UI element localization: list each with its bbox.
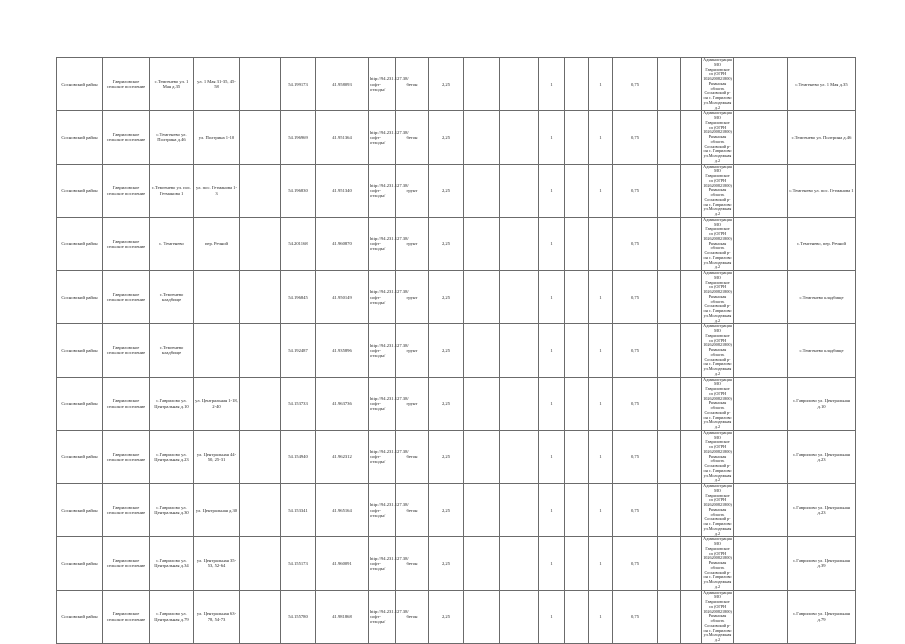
cell-latitude: 54.196845	[281, 271, 316, 324]
cell-latitude: 54.192487	[281, 324, 316, 377]
cell-address	[194, 324, 240, 377]
cell-blank-d	[565, 111, 589, 164]
cell-container-planned: 1	[589, 430, 613, 483]
cell-surface: бетон	[396, 58, 429, 111]
cell-district: Сосновский район	[57, 537, 103, 590]
cell-settlement: Гавриловское сельское поселение	[103, 484, 150, 537]
cell-owner-organization: Администрация МО Гавриловское сп (ОГРН 1026200821800) Рязанская область Сосновский р-он с. Гаврилово ул.Молодежная д.2	[703, 589, 732, 642]
cell-volume: 0,75	[613, 271, 658, 324]
cell-surface: грунт	[396, 164, 429, 217]
cell-map-link: http://94.231.127.38/софт-отходы/	[369, 537, 396, 590]
cell-longitude: 41.965164	[316, 484, 369, 537]
cell-container-count: 1	[539, 484, 565, 537]
cell-latitude: 54.155173	[281, 537, 316, 590]
cell-address: ул. Центральная д.30	[194, 484, 240, 537]
cell-owner-organization: Администрация МО Гавриловское сп (ОГРН 1026200821800) Рязанская область Сосновский р-он с. Гаврилово ул.Молодежная д.2	[703, 323, 732, 376]
cell-map-link: http://94.231.127.38/софт-отходы/	[369, 377, 396, 430]
cell-owner-organization: Администрация МО Гавриловское сп (ОГРН 1026200821800) Рязанская область Сосновский р-он с. Гаврилово ул.Молодежная д.2	[703, 429, 732, 483]
cell-volume: 0,75	[613, 590, 658, 643]
cell-container-planned: 1	[589, 377, 613, 430]
cell-blank-a	[240, 271, 281, 324]
cell-owner-organization: Администрация МО Гавриловское сп (ОГРН 1026200821800) Рязанская область Сосновский р-он с. Гаврилово ул.Молодежная д.2	[703, 163, 732, 216]
cell-container-count: 1	[539, 271, 565, 324]
cell-map-link: http://94.231.127.38/софт-отходы/	[369, 58, 396, 111]
cell-map-link: http://94.231.127.38/софт-отходы/	[369, 217, 396, 270]
cell-place: с.Темгенево ул. 1 Мая д.35	[150, 58, 194, 111]
cell-place: с.Гаврилово ул. Центральная д.79	[150, 590, 194, 643]
cell-longitude: 41.958093	[316, 58, 369, 111]
cell-latitude: 54.153341	[281, 484, 316, 537]
cell-blank-c	[500, 430, 539, 483]
cell-blank-e	[658, 111, 681, 164]
cell-blank-b	[464, 430, 500, 483]
cell-container-count: 1	[539, 111, 565, 164]
cell-place: с.Темгенево кладбище	[150, 271, 194, 324]
cell-surface: бетон	[396, 430, 429, 483]
cell-blank-d	[565, 377, 589, 430]
cell-blank-d	[565, 537, 589, 590]
cell-surface: грунт	[396, 324, 429, 377]
cell-blank-b	[464, 377, 500, 430]
cell-area: 2,25	[429, 484, 464, 537]
cell-map-link: http://94.231.127.38/софт-отходы/	[369, 590, 396, 643]
cell-map-link: http://94.231.127.38/софт-отходы/	[369, 430, 396, 483]
cell-blank-f	[681, 271, 702, 324]
table-row	[57, 217, 856, 270]
cell-container-planned	[589, 217, 613, 270]
cell-settlement: Гавриловское сельское поселение	[103, 58, 150, 111]
cell-settlement: Гавриловское сельское поселение	[103, 430, 150, 483]
cell-blank-g	[734, 377, 788, 430]
cell-owner-organization: Администрация МО Гавриловское сп (ОГРН 1026200821800) Рязанская область Сосновский р-он с. Гаврилово ул.Молодежная д.2	[703, 270, 732, 323]
cell-address: ул. Полтрина 1-10	[194, 111, 240, 164]
cell-blank-d	[565, 324, 589, 377]
cell-district: Сосновский район	[57, 430, 103, 483]
cell-blank-a	[240, 58, 281, 111]
cell-waste-source: с.Темгенево ул. пос. Гетманова 1	[788, 164, 856, 217]
cell-latitude: 54.199173	[281, 58, 316, 111]
cell-blank-f	[681, 377, 702, 430]
cell-blank-d	[565, 271, 589, 324]
cell-blank-e	[658, 590, 681, 643]
cell-waste-source: с.Гаврилово ул. Центральная д.23	[788, 484, 856, 537]
cell-district: Сосновский район	[57, 324, 103, 377]
cell-area: 2,25	[429, 537, 464, 590]
cell-latitude: 54.155780	[281, 590, 316, 643]
cell-waste-source: с.Темгенево, пер. Речной	[788, 217, 856, 270]
cell-blank-b	[464, 271, 500, 324]
cell-place: с.Гаврилово ул. Центральная д.30	[150, 484, 194, 537]
cell-address	[194, 271, 240, 324]
cell-blank-a	[240, 484, 281, 537]
cell-blank-g	[734, 271, 788, 324]
cell-container-planned: 1	[589, 484, 613, 537]
cell-map-link: http://94.231.127.38/софт-отходы/	[369, 484, 396, 537]
cell-blank-b	[464, 164, 500, 217]
cell-blank-c	[500, 111, 539, 164]
cell-district: Сосновский район	[57, 111, 103, 164]
cell-longitude: 41.935896	[316, 324, 369, 377]
cell-blank-a	[240, 111, 281, 164]
cell-blank-g	[734, 484, 788, 537]
cell-container-planned: 1	[589, 164, 613, 217]
cell-blank-a	[240, 217, 281, 270]
cell-container-count: 1	[539, 164, 565, 217]
cell-waste-source: с.Темгенево ул. 1 Мая д.35	[788, 58, 856, 111]
cell-longitude: 41.962312	[316, 430, 369, 483]
cell-address: ул. Центральная 1-18, 2-40	[194, 377, 240, 430]
cell-area: 2,25	[429, 58, 464, 111]
cell-blank-a	[240, 537, 281, 590]
cell-blank-b	[464, 537, 500, 590]
cell-blank-g	[734, 164, 788, 217]
cell-owner-organization: Администрация МО Гавриловское сп (ОГРН 1026200821800) Рязанская область Сосновский р-он с. Гаврилово ул.Молодежная д.2	[703, 536, 732, 589]
cell-longitude: 41.950149	[316, 271, 369, 324]
cell-blank-b	[464, 217, 500, 270]
cell-blank-d	[565, 58, 589, 111]
cell-blank-f	[681, 164, 702, 217]
cell-map-link: http://94.231.127.38/софт-отходы/	[369, 324, 396, 377]
cell-blank-e	[658, 377, 681, 430]
cell-settlement: Гавриловское сельское поселение	[103, 164, 150, 217]
cell-waste-source: с.Гаврилово ул. Центральная д.79	[788, 590, 856, 643]
table-row	[57, 484, 856, 537]
table-row	[57, 271, 856, 324]
table-row	[57, 377, 856, 430]
cell-blank-b	[464, 590, 500, 643]
cell-waste-source: с.Гаврилово ул. Центральная д.10	[788, 377, 856, 430]
cell-map-link: http://94.231.127.38/софт-отходы/	[369, 164, 396, 217]
cell-blank-e	[658, 484, 681, 537]
cell-blank-e	[658, 430, 681, 483]
cell-blank-e	[658, 217, 681, 270]
cell-blank-g	[734, 590, 788, 643]
cell-container-count: 1	[539, 537, 565, 590]
cell-blank-g	[734, 537, 788, 590]
table-row	[57, 164, 856, 217]
cell-blank-c	[500, 590, 539, 643]
cell-container-count: 1	[539, 217, 565, 270]
cell-blank-c	[500, 324, 539, 377]
cell-blank-a	[240, 430, 281, 483]
cell-latitude: 54.196969	[281, 111, 316, 164]
cell-surface: бетон	[396, 111, 429, 164]
cell-blank-a	[240, 377, 281, 430]
cell-blank-c	[500, 217, 539, 270]
table-body	[57, 58, 856, 644]
cell-volume: 0,75	[613, 430, 658, 483]
cell-blank-e	[658, 537, 681, 590]
cell-longitude: 41.981868	[316, 590, 369, 643]
cell-address: ул. Центральная 44-50, 25-31	[194, 430, 240, 483]
cell-container-planned: 1	[589, 111, 613, 164]
cell-longitude: 41.960091	[316, 537, 369, 590]
cell-volume: 0,75	[613, 58, 658, 111]
cell-address: ул. пос. Гетманова 1-3	[194, 164, 240, 217]
cell-latitude: 54.154940	[281, 430, 316, 483]
cell-container-count: 1	[539, 430, 565, 483]
cell-volume: 0,75	[613, 164, 658, 217]
cell-container-count: 1	[539, 324, 565, 377]
table-row	[57, 430, 856, 483]
cell-settlement: Гавриловское сельское поселение	[103, 271, 150, 324]
cell-blank-c	[500, 484, 539, 537]
cell-volume: 0,75	[613, 484, 658, 537]
cell-area: 2,25	[429, 590, 464, 643]
cell-map-link: http://94.231.127.38/софт-отходы/	[369, 271, 396, 324]
cell-settlement: Гавриловское сельское поселение	[103, 217, 150, 270]
cell-blank-g	[734, 430, 788, 483]
cell-surface: грунт	[396, 271, 429, 324]
cell-blank-g	[734, 58, 788, 111]
cell-place: с.Гаврилово ул. Центральная д.10	[150, 377, 194, 430]
cell-place: с. Темгенево	[150, 217, 194, 270]
cell-blank-f	[681, 430, 702, 483]
cell-blank-c	[500, 164, 539, 217]
cell-blank-a	[240, 324, 281, 377]
cell-longitude: 41.960870	[316, 217, 369, 270]
waste-sites-table	[56, 57, 856, 644]
cell-address: ул. Центральная 35-53, 52-64	[194, 537, 240, 590]
cell-blank-g	[734, 111, 788, 164]
cell-blank-d	[565, 484, 589, 537]
cell-blank-a	[240, 164, 281, 217]
cell-blank-f	[681, 484, 702, 537]
cell-surface: бетон	[396, 484, 429, 537]
cell-settlement: Гавриловское сельское поселение	[103, 590, 150, 643]
cell-waste-source: с.Темгенево ул. Полтрина д.46	[788, 111, 856, 164]
cell-blank-f	[681, 111, 702, 164]
cell-volume: 0,75	[613, 377, 658, 430]
cell-latitude: 54.201168	[281, 217, 316, 270]
cell-blank-g	[734, 324, 788, 377]
cell-owner-organization: Администрация МО Гавриловское сп (ОГРН 1026200821800) Рязанская область Сосновский р-он с. Гаврилово ул.Молодежная д.2	[703, 110, 732, 163]
cell-blank-c	[500, 537, 539, 590]
cell-blank-c	[500, 271, 539, 324]
cell-blank-e	[658, 324, 681, 377]
cell-district: Сосновский район	[57, 590, 103, 643]
cell-settlement: Гавриловское сельское поселение	[103, 377, 150, 430]
cell-container-planned: 1	[589, 324, 613, 377]
cell-container-planned: 1	[589, 271, 613, 324]
cell-area: 2,25	[429, 377, 464, 430]
cell-blank-e	[658, 271, 681, 324]
cell-map-link: http://94.231.127.38/софт-отходы/	[369, 111, 396, 164]
cell-address: ул. Центральная 63-78, 54-73	[194, 590, 240, 643]
cell-owner-organization: Администрация МО Гавриловское сп (ОГРН 1026200821800) Рязанская область Сосновский р-он с. Гаврилово ул.Молодежная д.2	[703, 216, 732, 270]
table-row	[57, 537, 856, 590]
cell-blank-g	[734, 217, 788, 270]
cell-surface: грунт	[396, 377, 429, 430]
cell-district: Сосновский район	[57, 164, 103, 217]
cell-waste-source: с.Гаврилово ул. Центральная д.23	[788, 430, 856, 483]
cell-longitude: 41.951364	[316, 111, 369, 164]
cell-settlement: Гавриловское сельское поселение	[103, 324, 150, 377]
cell-area: 2,25	[429, 324, 464, 377]
table-row	[57, 590, 856, 643]
cell-blank-d	[565, 164, 589, 217]
cell-container-count: 1	[539, 590, 565, 643]
table-row	[57, 324, 856, 377]
cell-area: 2,25	[429, 271, 464, 324]
cell-settlement: Гавриловское сельское поселение	[103, 111, 150, 164]
cell-container-planned: 1	[589, 537, 613, 590]
cell-district: Сосновский район	[57, 484, 103, 537]
cell-owner-organization: Администрация МО Гавриловское сп (ОГРН 1026200821800) Рязанская область Сосновский р-он с. Гаврилово ул.Молодежная д.2	[703, 483, 732, 536]
cell-blank-b	[464, 484, 500, 537]
cell-latitude: 54.153733	[281, 377, 316, 430]
cell-place: с.Темгенево кладбище	[150, 324, 194, 377]
cell-volume: 0,75	[613, 111, 658, 164]
cell-blank-f	[681, 217, 702, 270]
cell-blank-f	[681, 590, 702, 643]
cell-blank-f	[681, 58, 702, 111]
cell-settlement: Гавриловское сельское поселение	[103, 537, 150, 590]
cell-latitude: 54.196830	[281, 164, 316, 217]
cell-place: с.Темгенево ул. пос. Гетманова 1	[150, 164, 194, 217]
cell-blank-c	[500, 58, 539, 111]
cell-district: Сосновский район	[57, 58, 103, 111]
cell-longitude: 41.951340	[316, 164, 369, 217]
cell-blank-b	[464, 324, 500, 377]
table-row	[57, 58, 856, 111]
cell-blank-a	[240, 590, 281, 643]
cell-address: ул. 1 Мая 31-35, 45-58	[194, 58, 240, 111]
cell-blank-d	[565, 217, 589, 270]
cell-blank-b	[464, 111, 500, 164]
cell-district: Сосновский район	[57, 377, 103, 430]
cell-area: 2,25	[429, 111, 464, 164]
cell-surface: бетон	[396, 537, 429, 590]
table-row	[57, 111, 856, 164]
cell-blank-f	[681, 537, 702, 590]
cell-district: Сосновский район	[57, 271, 103, 324]
cell-area: 2,25	[429, 164, 464, 217]
cell-place: с.Гаврилово ул. Центральная д.23	[150, 430, 194, 483]
cell-address: пер. Речной	[194, 217, 240, 270]
cell-surface: грунт	[396, 217, 429, 270]
cell-area: 2,25	[429, 217, 464, 270]
cell-blank-d	[565, 430, 589, 483]
cell-volume: 0,75	[613, 217, 658, 270]
cell-container-count: 1	[539, 58, 565, 111]
cell-area: 2,25	[429, 430, 464, 483]
cell-waste-source: с.Темгенево кладбище	[788, 271, 856, 324]
cell-place: с.Гаврилово ул. Центральная д.34	[150, 537, 194, 590]
cell-blank-e	[658, 164, 681, 217]
cell-owner-organization: Администрация МО Гавриловское сп (ОГРН 1026200821800) Рязанская область Сосновский р-он с. Гаврилово ул.Молодежная д.2	[703, 57, 732, 110]
cell-blank-e	[658, 58, 681, 111]
cell-blank-b	[464, 58, 500, 111]
cell-volume: 0,75	[613, 324, 658, 377]
cell-waste-source: с.Темгенево кладбище	[788, 324, 856, 377]
cell-container-planned: 1	[589, 590, 613, 643]
cell-district: Сосновский район	[57, 217, 103, 270]
cell-blank-d	[565, 590, 589, 643]
cell-surface: бетон	[396, 590, 429, 643]
cell-longitude: 41.963736	[316, 377, 369, 430]
cell-blank-c	[500, 377, 539, 430]
cell-container-count: 1	[539, 377, 565, 430]
cell-place: с.Темгенево ул. Полтрина д.46	[150, 111, 194, 164]
cell-owner-organization: Администрация МО Гавриловское сп (ОГРН 1026200821800) Рязанская область Сосновский р-он с. Гаврилово ул.Молодежная д.2	[703, 376, 732, 429]
cell-blank-f	[681, 324, 702, 377]
cell-volume: 0,75	[613, 537, 658, 590]
cell-container-planned: 1	[589, 58, 613, 111]
cell-waste-source: с.Гаврилово ул. Центральная д.39	[788, 537, 856, 590]
